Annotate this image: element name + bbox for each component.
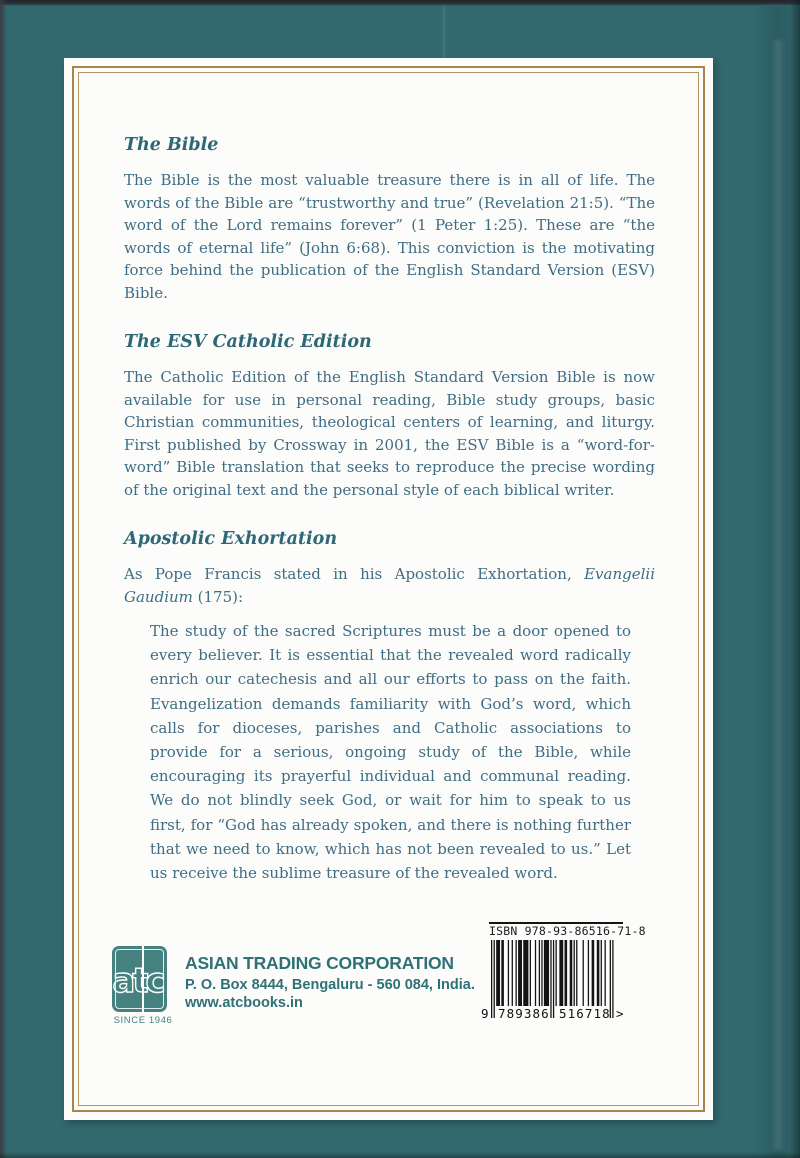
section-body-the-bible: The Bible is the most valuable treasure there is in all of life. The words of the Bible are “trustworthy and true” (Revelation 21:5). “The word of the Lord remains forever” (1 Peter 1:25). These are “the words of eternal life” (John 6:68). This conviction is the motivating force behind the publication of the English Standard Version (ESV) Bible. xyxy=(124,171,655,302)
section-apostolic-exhortation xyxy=(124,528,655,885)
barcode-digits-left: 789386 xyxy=(498,1006,550,1021)
publisher-block xyxy=(112,946,475,1026)
atc-logo-cross-bar xyxy=(142,946,144,1012)
barcode-digits-right: 516718 xyxy=(559,1006,611,1021)
publisher-since-label: SINCE 1946 xyxy=(113,1015,173,1026)
barcode-digits xyxy=(481,1006,641,1021)
isbn-label: ISBN 978-93-86516-71-8 xyxy=(489,924,646,938)
scan-edge-right xyxy=(790,0,800,1158)
quote-intro-italic-title: Evangelii Gaudium xyxy=(124,565,655,606)
atc-logo-letters: atc xyxy=(112,961,163,1001)
cover-text-panel xyxy=(64,58,713,1120)
publisher-name: ASIAN TRADING CORPORATION xyxy=(185,953,454,973)
section-the-bible xyxy=(124,134,655,304)
section-heading-esv-catholic-edition: The ESV Catholic Edition xyxy=(124,332,372,352)
barcode-digit-first: 9 xyxy=(481,1006,489,1021)
quote-intro-citation: (175): xyxy=(192,587,244,606)
publisher-info xyxy=(185,946,475,1026)
barcode-block xyxy=(481,922,651,1022)
publisher-website: www.atcbooks.in xyxy=(185,995,303,1011)
barcode-quiet-zone-arrow: > xyxy=(616,1006,624,1021)
scan-edge-bottom xyxy=(0,1152,800,1158)
publisher-logo-column xyxy=(112,946,174,1026)
section-esv-catholic-edition xyxy=(124,331,655,501)
ean13-barcode xyxy=(481,940,651,1022)
section-body-esv-catholic-edition: The Catholic Edition of the English Standard Version Bible is now available for use in personal reading, Bible study groups, basic Christian communities, theological centers of learning, and liturgy. First published by Crossway in 2001, the ESV Bible is a “word-for-word” Bible translation that seeks to reproduce the precise wording of the original text and the personal style of each biblical writer. xyxy=(124,368,655,499)
scan-edge-top xyxy=(0,0,800,6)
quote-intro xyxy=(124,563,655,608)
atc-logo-icon xyxy=(112,946,167,1012)
section-heading-apostolic-exhortation: Apostolic Exhortation xyxy=(124,529,338,549)
papal-quote: The study of the sacred Scriptures must be a door opened to every believer. It is essential that the revealed word radically enrich our catechesis and all our efforts to pass on the faith. Evangelization demands familiarity with God’s word, which calls for dioceses, parishes and Catholic associations to provide for a serious, ongoing study of the Bible, while encouraging its prayerful individual and communal reading. We do not blindly seek God, or wait for him to speak to us first, for “God has already spoken, and there is nothing further that we need to know, which has not been revealed to us.” Let us receive the sublime treasure of the revealed word. xyxy=(150,622,631,883)
section-heading-the-bible: The Bible xyxy=(124,135,219,155)
quote-intro-text: As Pope Francis stated in his Apostolic Exhortation, xyxy=(124,565,585,583)
scan-edge-left xyxy=(0,0,7,1158)
cover-copy xyxy=(124,134,655,885)
book-spine-highlight xyxy=(772,40,784,1150)
publisher-address: P. O. Box 8444, Bengaluru - 560 084, India. xyxy=(185,977,475,993)
